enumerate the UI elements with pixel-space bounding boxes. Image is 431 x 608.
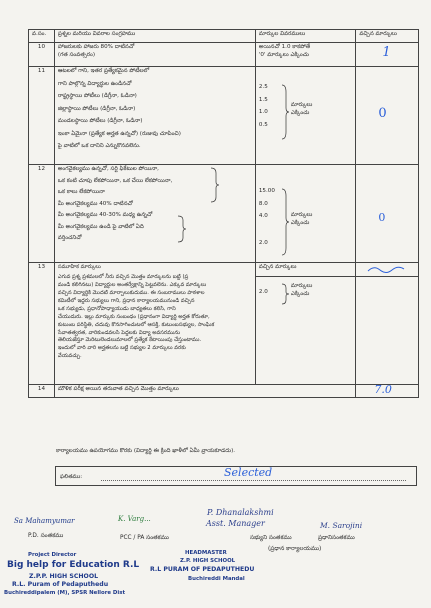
marks-label: ఎక్కించు: [290, 109, 310, 116]
chairman-signature-label: ప్రధానిసంతకము: [318, 535, 355, 541]
office-use-note: కార్యాలయము ఉపయోగము కొరకు (విద్యార్థి ఈ క్రింది ఖాళీలో ఏమీ వ్రాయకూడదు).: [56, 448, 236, 454]
row-marks-info: [255, 263, 355, 385]
table-row: [29, 385, 419, 398]
row-line: తెలియజేస్తూ మెరిటులెండలుమాలలో ప్రత్యేక కేటాయింపు చేస్తుంటాము.: [57, 337, 202, 344]
row-line: మీ అంగవైకల్యము 40-30% మధ్య ఉన్నచో: [57, 212, 153, 219]
row-line: ఒక కాలు లేకపోయినా: [57, 189, 105, 196]
row-awarded: [356, 263, 419, 385]
option-value: 4.0: [258, 213, 268, 220]
row-marks-info: [255, 165, 355, 263]
table-row: [29, 67, 419, 165]
row-description: [54, 67, 255, 165]
header-marks: మార్కుల వివరములు: [255, 30, 355, 43]
header-awarded: వచ్చిన మార్కులు: [356, 30, 419, 43]
marks-label: మార్కులు: [290, 212, 313, 218]
table-row: [29, 165, 419, 263]
option-value: 0.5: [258, 121, 268, 128]
row-line: చేయుదురు. ఇల్లు మార్కుకు సంబంధం (ప్రధానంగా విద్యార్థి అర్హత కోరుతూ,: [57, 313, 210, 320]
stamp-left-line: R.L. Puram of Pedaputhedu: [12, 581, 109, 588]
stamp-center-line: Buchireddi Mandal: [188, 576, 245, 582]
marks-label: మార్కులు: [290, 102, 313, 108]
marks-label: ఎక్కించు: [290, 219, 310, 226]
row-line: (గత సంవత్సరం): [57, 51, 96, 58]
row-line: ఇంకా ఏమైనా (ప్రత్యేక అర్హత ఉన్నచో) (రుజువు చూపించి): [57, 130, 181, 137]
row-line: ఆటలలో గాని, ఇతర ప్రత్యేకమైన పోటీలలో: [57, 68, 150, 74]
row-number: 11: [29, 67, 55, 165]
pcpa-signature: K. Varg...: [118, 515, 151, 523]
row-marks-info: [255, 43, 355, 67]
marks-table: [28, 29, 419, 398]
row-number: 10: [29, 43, 55, 67]
stamp-left-line: Big help for Education R.L: [7, 560, 140, 570]
row-awarded: [356, 165, 419, 263]
awarded-handwritten: 7.0: [374, 384, 392, 396]
row-description: మౌళిక పరీక్ష అయిన తరువాత వచ్చిన మొత్తం మార్కులు: [54, 385, 355, 398]
row-line: సేవాతత్వరత, వారికుండవలసి పెద్దలకు విద్యా అవసరమును: [57, 329, 181, 336]
stamp-center-line: R.L PURAM OF PEDAPUTHEDU: [150, 566, 255, 573]
table-row: [29, 263, 419, 385]
row-awarded: [356, 43, 419, 67]
row-line: మీ అంగవైకల్యము 40% దాటినచో: [57, 200, 133, 207]
member-signature-label: సభ్యుని సంతకము: [250, 535, 292, 541]
row-line: జిల్లాస్థాయి పోటీలు (డిగ్రీనా, ఓడినా): [57, 105, 136, 112]
row-line: సమూహిక మార్కులు: [57, 264, 101, 270]
row-awarded: [356, 385, 419, 398]
pd-signature: Sa Mahamyumar: [14, 517, 75, 525]
row-line: హాజరులకు హాజరు 80% దాటినచో: [57, 44, 135, 50]
row-line: గాని పాల్గొన్న విద్యార్థుల ఉండినచో: [57, 80, 132, 87]
row-description: [54, 165, 255, 263]
brace-icon: [281, 84, 289, 129]
row-line: అంగవైకల్యము ఉన్నచో, సర్టి ఫికేటుల పోయినా,: [57, 166, 159, 172]
row-line: ఒక కంటి చూపు లేకపోయినా, ఒక చేయి లేకపోయినా,: [57, 177, 173, 184]
result-box: [55, 466, 417, 486]
row-line: మీ అంగవైకల్యము ఉండి పై వాటిలో ఏది: [57, 223, 144, 230]
brace-icon: [281, 188, 289, 247]
header-topic: ప్రశ్నల మరియు వివరాల సంగ్రహము: [54, 30, 255, 43]
row-line: ఎగువ ప్రశ్న ప్రశమలలో నీరు వచ్చిన మొత్తం మార్కులను బట్టి (ప్ర: [57, 273, 189, 280]
awarded-handwritten: 0: [378, 211, 386, 224]
row-line: వేయవచ్చు.: [57, 353, 82, 360]
option-value: 8.0: [258, 200, 268, 207]
member-role-handwritten: Asst. Manager: [206, 519, 265, 528]
awarded-handwritten: 0: [378, 106, 387, 121]
chairman-signature: M. Sarojini: [320, 521, 363, 530]
awarded-handwritten: 1: [382, 45, 391, 60]
marks-label: ఎక్కించు: [290, 290, 310, 297]
awarded-scribble: [356, 263, 418, 277]
pcpa-signature-label: PCC / PA సంతకము: [120, 535, 169, 541]
row-line: ఒక సభ్యుడు, ప్రధానోపాధ్యాయుడు బాధ్యతలు కలిసి, గాని: [57, 305, 176, 312]
row-line: కమిటీలో ఇద్దరు సభ్యులు గాని, ప్రధాన కార్యాలయమునుండి వచ్చిన: [57, 297, 195, 304]
header-serial: వ.సం.: [29, 30, 55, 43]
option-value: 2.0: [258, 289, 268, 295]
row-line: కుటుంబ పరిస్థితి, చదువు కొనసాగించుటలో ఆసక్తి, కుటుంబసభ్యుల, సాంఘిక: [57, 321, 215, 328]
option-value: 1.0: [258, 109, 268, 116]
awarded-subheader: వచ్చిన మార్కులు: [256, 263, 355, 277]
pd-signature-label: P.D. సంతకము: [28, 533, 64, 539]
row-line: పై వాటిలో ఒక దానిని ఎన్నుకొనవలెను.: [57, 143, 141, 150]
row-line: ఇందులో వారి వారి అర్హతలను బట్టి సభ్యుల 2 మార్కులు వరకు: [57, 345, 186, 352]
stamp-center-line: HEADMASTER: [185, 550, 227, 556]
option-value: 2.5: [258, 84, 268, 90]
row-line: మండి కలిగినటు) విద్యార్థుల అంతర్వేక్షాన్ని పెట్టవలెను. ఎక్కువ మార్కులు: [57, 281, 207, 288]
option-value: 15.00: [258, 188, 275, 194]
brace-icon: [210, 167, 220, 203]
row-line: రాష్ట్రస్థాయి పోటీలు (డిగ్రీనా, ఓడినా): [57, 93, 137, 100]
row-number: 14: [29, 385, 55, 398]
row-marks-line: అయినచో 1.0 కాకపోతే: [258, 44, 311, 50]
chairman-subtitle: (ప్రధాన కార్యాలయము): [268, 546, 322, 552]
option-value: 1.5: [258, 96, 268, 103]
row-marks-info: [255, 67, 355, 165]
result-underline: [101, 480, 406, 481]
stamp-center-line: Z.P. HIGH SCHOOL: [180, 558, 236, 564]
table-row: [29, 43, 419, 67]
brace-icon: [177, 215, 187, 243]
stamp-left-line: Z.P.P. HIGH SCHOOL: [29, 573, 99, 580]
stamp-left-line: Project Director: [28, 552, 77, 558]
row-line: మండలస్థాయి పోటీలు (డిగ్రీనా, ఓడినా): [57, 118, 143, 125]
row-number: 13: [29, 263, 55, 385]
result-handwritten: Selected: [224, 466, 273, 479]
row-line: వర్తించనిచో: [57, 235, 82, 242]
table-header-row: [29, 30, 419, 43]
brace-icon: [281, 283, 289, 298]
row-awarded: [356, 67, 419, 165]
row-description: [54, 263, 255, 385]
row-marks-line: '0' మార్కులు ఎక్కించు: [258, 51, 309, 58]
row-description: [54, 43, 255, 67]
row-line: వచ్చిన విద్యార్థికి మొదటి మార్పాలుకుదుము. ఈ సంబరాములు పాఠశాల: [57, 289, 205, 296]
option-value: 2.0: [258, 239, 268, 246]
result-label: ఫలితము:: [60, 474, 83, 480]
stamp-left-line: Buchireddipalem (M), SPSR Nellore Dist: [4, 590, 126, 596]
member-name-handwritten: P. Dhanalakshmi: [207, 508, 274, 517]
marks-label: మార్కులు: [290, 283, 313, 289]
row-number: 12: [29, 165, 55, 263]
